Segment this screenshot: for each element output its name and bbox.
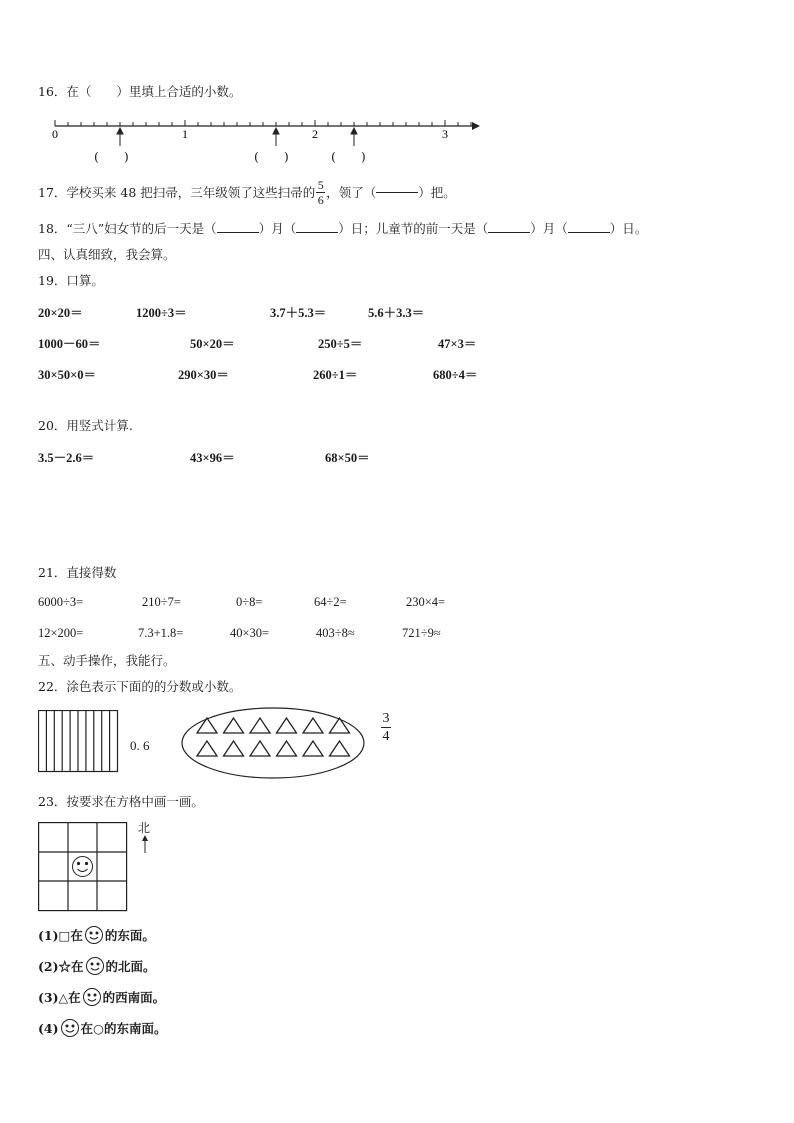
q18-blank-2[interactable] [296, 232, 338, 233]
triangle-icon [250, 718, 270, 733]
q17-before: 17．学校买来 48 把扫帚，三年级领了这些扫帚的 [38, 185, 316, 200]
q17-answer-blank[interactable] [376, 192, 418, 193]
smiley-face-icon [84, 925, 104, 945]
q23-item-2: (2)☆在 的北面。 [38, 956, 156, 976]
north-arrow-icon [140, 834, 150, 854]
triangle-icon [303, 741, 323, 756]
smiley-face-icon [60, 1018, 80, 1038]
q19-title: 19．口算。 [38, 273, 104, 288]
q18-line: 18．“三八”妇女节的后一天是（ ）月（ ）日；儿童节的前一天是（ ）月（ ）日。 [38, 221, 648, 236]
q18-blank-1[interactable] [217, 232, 259, 233]
triangle-icon [330, 718, 350, 733]
q21-item: 721÷9≈ [402, 626, 441, 640]
q19-item: 50×20＝ [190, 337, 235, 351]
tick-1: 1 [182, 127, 188, 141]
q19-item: 3.7＋5.3＝ [270, 306, 327, 320]
triangle-icon [197, 741, 217, 756]
triangle-icon [277, 718, 297, 733]
q18-blank-3[interactable] [488, 232, 530, 233]
q21-item: 7.3+1.8= [138, 626, 184, 640]
q21-title: 21．直接得数 [38, 565, 117, 580]
answer-paren-1[interactable]: ( ) [94, 149, 129, 164]
q22-fraction: $\frac{3}{4}$ [382, 711, 390, 744]
direction-grid[interactable] [38, 822, 130, 914]
q21-item: 6000÷3= [38, 595, 84, 609]
q22-decimal: 0. 6 [130, 738, 150, 753]
triangle-icon [224, 741, 244, 756]
q19-item: 47×3＝ [438, 337, 477, 351]
q21-item: 40×30= [230, 626, 270, 640]
tick-0: 0 [52, 127, 58, 141]
tick-3: 3 [442, 127, 448, 141]
q20-item: 43×96＝ [190, 451, 235, 465]
q19-item: 680÷4＝ [433, 368, 478, 382]
q21-item: 230×4= [406, 595, 446, 609]
triangle-icon [330, 741, 350, 756]
q21-item: 210÷7= [142, 595, 181, 609]
q20-item: 3.5－2.6＝ [38, 451, 95, 465]
q21-item: 12×200= [38, 626, 84, 640]
triangle-icon [303, 718, 323, 733]
q20-item: 68×50＝ [325, 451, 370, 465]
triangle-icon [277, 741, 297, 756]
q21-item: 64÷2= [314, 595, 347, 609]
smiley-face-icon [82, 987, 102, 1007]
q19-item: 290×30＝ [178, 368, 229, 382]
q23-item-3: (3)△在 的西南面。 [38, 987, 165, 1007]
q19-item: 1000－60＝ [38, 337, 101, 351]
q17-after: ）把。 [418, 185, 456, 200]
smiley-face-icon [73, 857, 93, 877]
q23-item-4: (4) 在○的东南面。 [38, 1018, 166, 1038]
arrow-up-icon [351, 128, 357, 146]
arrow-up-icon [273, 128, 279, 146]
q19-item: 260÷1＝ [313, 368, 358, 382]
q19-item: 20×20＝ [38, 306, 83, 320]
north-label: 北 [138, 821, 151, 835]
q22-title: 22．涂色表示下面的的分数或小数。 [38, 679, 242, 694]
striped-rectangle[interactable] [38, 710, 120, 774]
tick-2: 2 [312, 127, 318, 141]
q17-mid: ，领了（ [326, 185, 377, 200]
q19-item: 1200÷3＝ [136, 306, 187, 320]
q19-item: 250÷5＝ [318, 337, 363, 351]
q17-line [38, 172, 456, 212]
q23-title: 23．按要求在方格中画一画。 [38, 794, 204, 809]
q16-text: 16．在（ ）里填上合适的小数。 [38, 84, 242, 99]
section-4-title: 四、认真细致，我会算。 [38, 247, 176, 262]
answer-paren-2[interactable]: ( ) [254, 149, 289, 164]
q18-blank-4[interactable] [568, 232, 610, 233]
q21-item: 0÷8= [236, 595, 263, 609]
q19-item: 30×50×0＝ [38, 368, 96, 382]
q23-item-1: (1)□在 的东面。 [38, 925, 155, 945]
q21-item: 403÷8≈ [316, 626, 355, 640]
q20-title: 20．用竖式计算. [38, 418, 133, 433]
smiley-face-icon [85, 956, 105, 976]
q17-fraction: $\frac{5}{6}$ [317, 177, 324, 207]
triangle-icon [224, 718, 244, 733]
section-5-title: 五、动手操作，我能行。 [38, 653, 176, 668]
q19-item: 5.6＋3.3＝ [368, 306, 425, 320]
triangle-ellipse[interactable] [180, 705, 370, 781]
triangle-icon [250, 741, 270, 756]
answer-paren-3[interactable]: ( ) [331, 149, 366, 164]
triangle-icon [197, 718, 217, 733]
arrow-up-icon [117, 128, 123, 146]
